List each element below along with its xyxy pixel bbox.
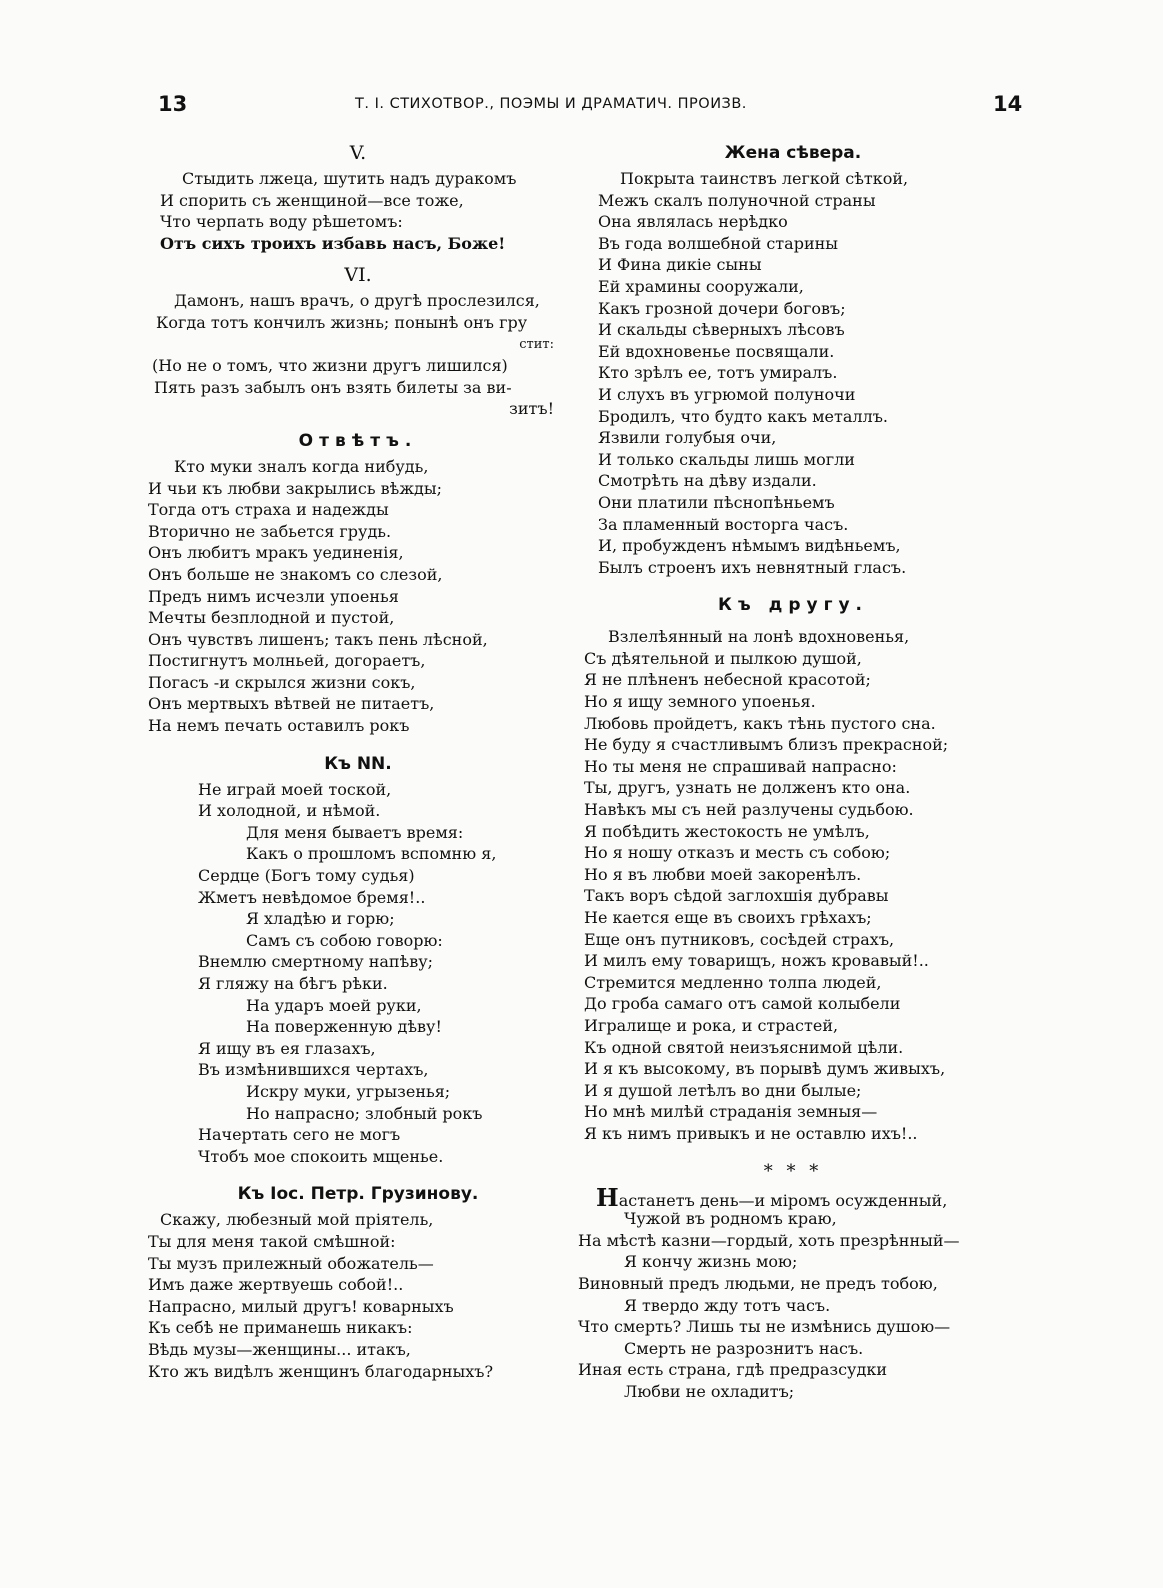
poem-title-otvet: Отвѣтъ. — [298, 430, 418, 451]
poem-k-nn — [148, 779, 568, 1168]
right-column — [578, 138, 1008, 1402]
poem-line: Игралище и рока, и страстей, — [584, 1015, 839, 1035]
poem-line: стит: — [519, 336, 554, 352]
poem-line: Начертать сего не могъ — [198, 1125, 401, 1145]
poem-line: Она являлась нерѣдко — [598, 212, 788, 232]
poem-line-rest: астанетъ день—и міромъ осужденный, — [618, 1190, 948, 1210]
poem-line: Мечты безплодной и пустой, — [148, 608, 395, 628]
poem-line: И только скальды лишь могли — [598, 449, 855, 469]
poem-line: Я твердо жду тотъ часъ. — [624, 1295, 831, 1315]
poem-line: Пять разъ забылъ онъ взять билеты за ви- — [154, 377, 512, 397]
poem-line: Кто муки зналъ когда нибудь, — [174, 456, 429, 476]
poem-line: Дамонъ, нашъ врачъ, о другѣ прослезился, — [174, 291, 540, 311]
poem-line: Чтобъ мое спокоить мщенье. — [198, 1146, 444, 1166]
poem-line: И слухъ въ угрюмой полуночи — [598, 384, 856, 404]
poem-line: Жметъ невѣдомое бремя!.. — [198, 887, 426, 907]
poem-line: Взлелѣянный на лонѣ вдохновенья, — [608, 627, 910, 647]
poem-line: И я къ высокому, въ порывѣ думъ живыхъ, — [584, 1059, 946, 1079]
poem-line: Стремится медленно толпа людей, — [584, 972, 882, 992]
poem-title-vi: VI. — [344, 264, 372, 287]
poem-line: Но я ношу отказъ и месть съ собою; — [584, 843, 891, 863]
poem-line: Въ года волшебной старины — [598, 233, 838, 253]
poem-line: Къ одной святой неизъяснимой цѣли. — [584, 1037, 904, 1057]
left-column — [148, 138, 568, 1382]
poem-line: И Фина дикіе сыны — [598, 255, 762, 275]
poem-line: Погасъ -и скрылся жизни сокъ, — [148, 672, 416, 692]
poem-line: Я гляжу на бѣгъ рѣки. — [198, 974, 388, 993]
poem-zhena-severa — [578, 168, 1008, 578]
poem-line: Предъ нимъ исчезли упоенья — [148, 586, 399, 606]
poem-line: Имъ даже жертвуешь собой!.. — [148, 1275, 404, 1295]
poem-line: До гроба самаго отъ самой колыбели — [584, 994, 901, 1014]
poem-line: Внемлю смертному напѣву; — [198, 952, 434, 972]
poem-line: Я ищу въ ея глазахъ, — [198, 1038, 376, 1058]
poem-title-v: V. — [349, 142, 367, 164]
poem-line: Постигнутъ молньей, догораетъ, — [148, 651, 426, 671]
poem-line: Онъ любитъ мракъ уединенія, — [148, 543, 404, 563]
poem-line: Не буду я счастливымъ близъ прекрасной; — [584, 735, 949, 755]
poem-v — [148, 168, 568, 254]
poem-line: И скальды сѣверныхъ лѣсовъ — [598, 320, 845, 340]
poem-line: Какъ грозной дочери боговъ; — [598, 298, 846, 318]
poem-line: Искру муки, угрызенья; — [246, 1081, 451, 1101]
poem-line: И я душой летѣлъ во дни былые; — [584, 1080, 862, 1100]
poem-otvet — [148, 456, 568, 737]
poem-line: Но я въ любви моей закоренѣлъ. — [584, 864, 862, 884]
poem-line: Ты для меня такой смѣшной: — [148, 1231, 396, 1251]
poem-title-gruzinov: Къ Іос. Петр. Грузинову. — [237, 1184, 479, 1205]
poem-line: Смерть не разрознитъ насъ. — [624, 1338, 864, 1358]
poem-line: Язвили голубыя очи, — [598, 428, 777, 448]
poem-nastanet-den — [578, 1182, 1008, 1403]
poem-line: Стыдить лжеца, шутить надъ дуракомъ — [182, 169, 517, 188]
poem-line: Иная есть страна, гдѣ предразсудки — [578, 1360, 887, 1380]
poem-line: За пламенный восторга часъ. — [598, 514, 849, 534]
poem-line: Напрасно, милый другъ! коварныхъ — [148, 1296, 454, 1316]
poem-line: Когда тотъ кончилъ жизнь; понынѣ онъ гру — [156, 312, 528, 332]
poem-line: И, пробужденъ нѣмымъ видѣньемъ, — [598, 536, 901, 556]
poem-line: Смотрѣть на дѣву издали. — [598, 471, 817, 491]
poem-line: Ты музъ прилежный обожатель— — [148, 1253, 434, 1273]
poem-title-k-nn: Къ NN. — [324, 753, 392, 774]
poem-line: Но я ищу земного упоенья. — [584, 692, 816, 712]
poem-title-k-drugu: Къ другу. — [718, 595, 868, 616]
poem-line: Въ измѣнившихся чертахъ, — [198, 1060, 429, 1080]
poem-title-zhena-severa: Жена сѣвера. — [724, 143, 862, 163]
poem-line: Онъ мертвыхъ вѣтвей не питаетъ, — [148, 694, 435, 714]
poem-line: Скажу, любезный мой пріятель, — [160, 1210, 434, 1230]
poem-line: Что смерть? Лишь ты не измѣнись душою— — [578, 1317, 951, 1337]
poem-line: Не кается еще въ своихъ грѣхахъ; — [584, 908, 872, 927]
poem-line: И спорить съ женщиной—все тоже, — [160, 190, 464, 210]
poem-line: И чьи къ любви закрылись вѣжды; — [148, 478, 443, 498]
poem-line: Онъ чувствъ лишенъ; такъ пень лѣсной, — [148, 629, 488, 649]
poem-line: Не играй моей тоской, — [198, 779, 392, 799]
poem-line: Ты, другъ, узнать не долженъ кто она. — [584, 778, 911, 798]
page-number-left: 13 — [158, 92, 188, 116]
poem-line: Къ себѣ не приманешь никакъ: — [148, 1318, 413, 1338]
page-number-right: 14 — [993, 92, 1023, 116]
poem-line: Ей вдохновенье посвящали. — [598, 341, 835, 361]
poem-line: Покрыта таинствъ легкой сѣткой, — [620, 169, 909, 188]
poem-line: Бродилъ, что будто какъ металлъ. — [598, 406, 888, 426]
poem-line: На поверженную дѣву! — [246, 1017, 442, 1037]
section-stars: * * * — [763, 1160, 823, 1182]
poem-line: Онъ больше не знакомъ со слезой, — [148, 564, 443, 584]
poem-line: Я кончу жизнь мою; — [624, 1252, 798, 1272]
poem-line: Такъ воръ сѣдой заглохшія дубравы — [584, 886, 889, 906]
poem-line: Я хладѣю и горю; — [246, 909, 395, 929]
poem-line: Виновный предъ людьми, не предъ тобою, — [578, 1273, 938, 1293]
poem-line: Я къ нимъ привыкъ и не оставлю ихъ!.. — [584, 1123, 918, 1143]
poem-line: И милъ ему товарищъ, ножъ кровавый!.. — [584, 951, 929, 971]
poem-line: (Но не о томъ, что жизни другъ лишился) — [152, 356, 508, 376]
poem-line: Я побѣдить жестокость не умѣлъ, — [584, 821, 870, 841]
poem-line: Межъ скалъ полуночной страны — [598, 190, 876, 210]
poem-line: Тогда отъ страха и надежды — [148, 500, 389, 520]
poem-line: Вѣдь музы—женщины... итакъ, — [148, 1339, 411, 1359]
poem-line: Ей храмины сооружали, — [598, 276, 804, 296]
poem-vi — [148, 290, 568, 420]
poem-line: Чужой въ родномъ краю, — [624, 1209, 837, 1229]
poem-line: Какъ о прошломъ вспомню я, — [246, 844, 497, 864]
poem-line: Навѣкъ мы съ ней разлучены судьбою. — [584, 800, 914, 820]
running-title: Т. I. СТИХОТВОР., ПОЭМЫ И ДРАМАТИЧ. ПРОИЗВ. — [355, 96, 747, 112]
running-header — [0, 92, 1163, 122]
poem-gruzinov — [148, 1209, 568, 1382]
poem-line: Самъ съ собою говорю: — [246, 930, 443, 950]
poem-line: Но мнѣ милѣй страданія земныя— — [584, 1102, 878, 1122]
poem-line: Сердце (Богъ тому судья) — [198, 866, 415, 886]
poem-line: Кто жъ видѣлъ женщинъ благодарныхъ? — [148, 1361, 494, 1381]
poem-line: На ударъ моей руки, — [246, 995, 422, 1015]
poem-line: Они платили пѣснопѣньемъ — [598, 492, 835, 512]
drop-cap: Н — [596, 1182, 619, 1212]
poem-line-first — [578, 1182, 1008, 1212]
poem-line: Отъ сихъ троихъ избавь насъ, Боже! — [160, 233, 506, 253]
poem-line: Любви не охладитъ; — [624, 1381, 795, 1401]
poem-line: На немъ печать оставилъ рокъ — [148, 716, 410, 736]
poem-k-drugu — [578, 626, 1008, 1144]
poem-line: Для меня бываетъ время: — [246, 822, 464, 842]
poem-line: Былъ строенъ ихъ невнятный гласъ. — [598, 557, 907, 577]
poem-line: Съ дѣятельной и пылкою душой, — [584, 648, 862, 668]
poem-line: Вторично не забьется грудь. — [148, 521, 392, 541]
poem-line: На мѣстѣ казни—гордый, хоть презрѣнный— — [578, 1230, 960, 1250]
poem-line: Что черпать воду рѣшетомъ: — [160, 212, 403, 232]
poem-line: Кто зрѣлъ ее, тотъ умиралъ. — [598, 363, 838, 383]
poem-line: И холодной, и нѣмой. — [198, 801, 381, 821]
poem-line: Еще онъ путниковъ, сосѣдей страхъ, — [584, 929, 895, 949]
poem-line: зитъ! — [509, 399, 554, 419]
poem-line: Но напрасно; злобный рокъ — [246, 1103, 483, 1123]
poem-line: Любовь пройдетъ, какъ тѣнь пустого сна. — [584, 713, 936, 733]
poem-line: Но ты меня не спрашивай напрасно: — [584, 756, 897, 776]
poem-line: Я не плѣненъ небесной красотой; — [584, 670, 871, 690]
